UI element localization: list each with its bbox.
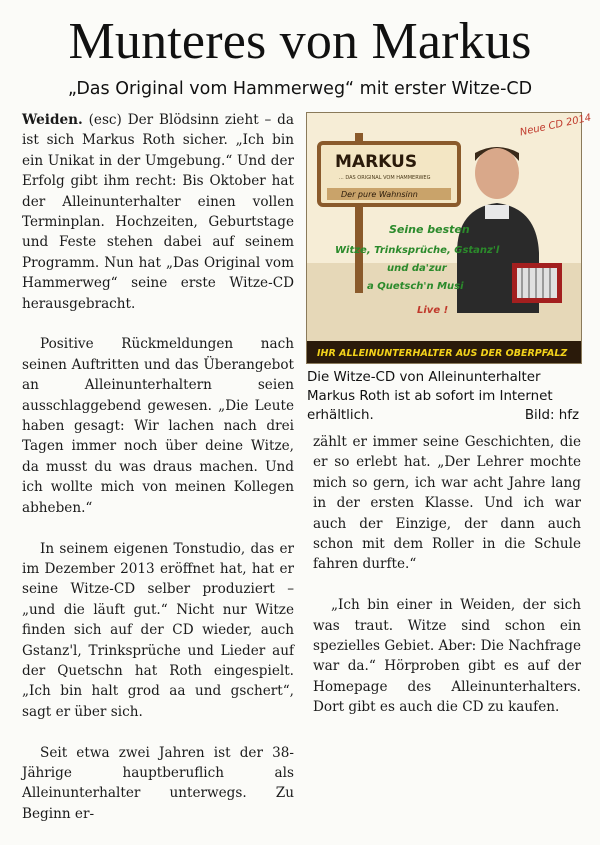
sign-title: MARKUS [335, 152, 418, 172]
wooden-sign [319, 143, 459, 205]
subheadline: „Das Original vom Hammerweg“ mit erster Witze-CD [67, 79, 533, 99]
paragraph: In seinem eigenen Tonstudio, das er im Dezember 2013 eröffnet hat, hat er seine Witze-CD selber produziert – „und die läuft gut.“ Nicht nur Witze finden sich auf der CD wieder, auch Gstanz'l, Trinksprüche und Lieder auf der Quetschn hat Roth eingespielt. „Ich bin halt grod aa und gschert“, sagt er über sich. [22, 540, 294, 720]
paragraph-text: (esc) Der Blödsinn zieht – da ist sich Markus Roth sicher. „Ich bin ein Unikat in der Umgebung.“ Und der Erfolg gibt ihm recht: Bis Oktober hat der Alleinunterhalter einen vollen Terminplan. Hochzeiten, Geburtstage und Feste stehen dabei auf seinem Programm. Nun hat „Das Original vom Hammerweg“ seine erste Witze-CD herausgebracht. [22, 112, 294, 312]
article-column-left [22, 110, 294, 845]
article-column-right [313, 432, 581, 738]
dateline: Weiden. [22, 112, 83, 128]
headline: Munteres von Markus [68, 13, 532, 70]
cd-footer-banner: IHR ALLEINUNTERHALTER AUS DER OBERPFALZ [317, 348, 568, 359]
paragraph: Positive Rückmeldungen nach seinen Auftritten und das Überangebot an Alleinunterhaltern seien ausschlaggebend gewesen. „Die Leute haben gesagt: Wir lachen nach drei Tagen immer noch über deine Witze, da musst du was draus machen. Und ich wollte mich von meinen Kollegen abheben.“ [22, 336, 294, 516]
svg-text:Live !: Live ! [417, 305, 449, 316]
sign-banner: Der pure Wahnsinn [341, 190, 418, 199]
svg-text:Seine besten: Seine besten [389, 223, 470, 236]
accordion-illustration [512, 263, 562, 303]
sign-subtitle: ... DAS ORIGINAL VOM HAMMERWEG [339, 175, 431, 181]
photo-caption [307, 368, 579, 425]
paragraph: „Ich bin einer in Weiden, der sich was traut. Witze sind schon ein spezielles Gebiet. Aber: Die Nachfrage war da.“ Hörproben gibt es auf der Homepage des Alleinunterhalters. Dort gibt es auch die CD zu kaufen. [313, 597, 581, 716]
paragraph: Seit etwa zwei Jahren ist der 38-Jährige hauptberuflich als Alleinunterhalter unterwegs. Zu Beginn er- [22, 744, 294, 822]
svg-text:und da'zur: und da'zur [387, 263, 447, 274]
photo-credit: Bild: hfz [524, 408, 579, 423]
svg-text:Witze, Trinksprüche, Gstanz'l: Witze, Trinksprüche, Gstanz'l [335, 245, 500, 256]
paragraph: zählt er immer seine Geschichten, die er so erlebt hat. „Der Lehrer mochte mich so gern, ich war acht Jahre lang in der ersten Klasse. Und ich war auch der Einzige, der dann auch schon mit dem Roller in die Schule fahren durfte.“ [313, 434, 581, 573]
cd-cover-photo [306, 112, 593, 364]
caption-text: Die Witze-CD von Alleinunterhalter Markus Roth ist ab sofort im Internet erhältlich. [307, 370, 553, 423]
paragraph [22, 110, 294, 314]
cd-stamp: Neue CD 2014 [518, 112, 593, 139]
svg-text:a Quetsch'n Musi: a Quetsch'n Musi [367, 281, 464, 292]
